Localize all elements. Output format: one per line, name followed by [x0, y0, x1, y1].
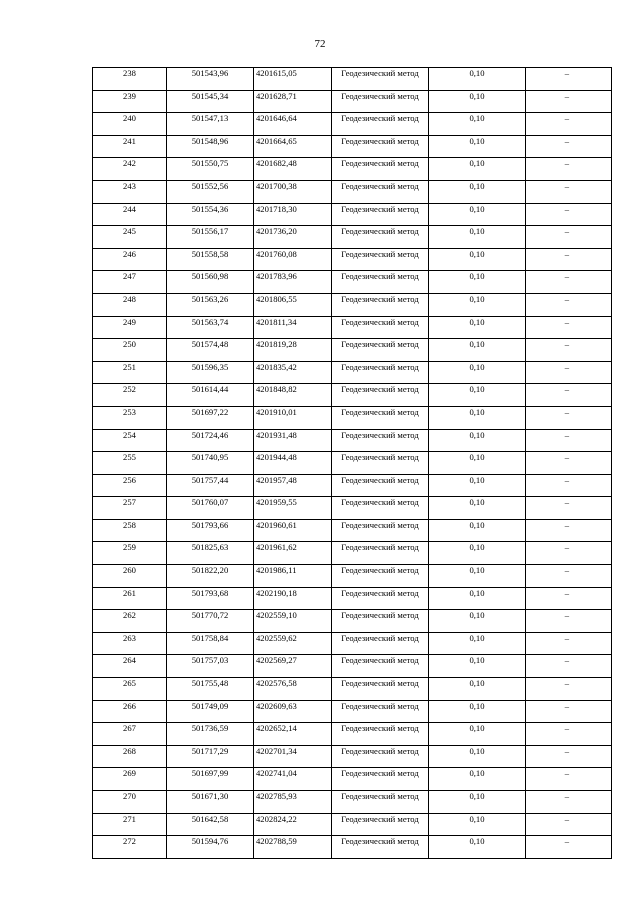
point-number-cell: 270: [93, 791, 167, 814]
y-coordinate-cell: 4202569,27: [254, 655, 332, 678]
point-number-cell: 243: [93, 180, 167, 203]
method-cell: Геодезический метод: [332, 158, 429, 181]
point-number-cell: 250: [93, 339, 167, 362]
accuracy-cell: 0,10: [429, 632, 526, 655]
description-cell: –: [526, 293, 612, 316]
table-row: [93, 180, 612, 203]
x-coordinate-cell: 501757,44: [167, 474, 254, 497]
x-coordinate-cell: 501793,66: [167, 519, 254, 542]
y-coordinate-cell: 4201700,38: [254, 180, 332, 203]
accuracy-cell: 0,10: [429, 700, 526, 723]
method-cell: Геодезический метод: [332, 135, 429, 158]
table-row: [93, 203, 612, 226]
table-row: [93, 339, 612, 362]
method-cell: Геодезический метод: [332, 68, 429, 91]
description-cell: –: [526, 226, 612, 249]
point-number-cell: 240: [93, 113, 167, 136]
method-cell: Геодезический метод: [332, 271, 429, 294]
x-coordinate-cell: 501547,13: [167, 113, 254, 136]
x-coordinate-cell: 501758,84: [167, 632, 254, 655]
y-coordinate-cell: 4202741,04: [254, 768, 332, 791]
table-row: [93, 248, 612, 271]
method-cell: Геодезический метод: [332, 384, 429, 407]
table-row: [93, 836, 612, 859]
point-number-cell: 264: [93, 655, 167, 678]
table-row: [93, 632, 612, 655]
accuracy-cell: 0,10: [429, 587, 526, 610]
y-coordinate-cell: 4201835,42: [254, 361, 332, 384]
x-coordinate-cell: 501552,56: [167, 180, 254, 203]
accuracy-cell: 0,10: [429, 474, 526, 497]
description-cell: –: [526, 248, 612, 271]
table-row: [93, 113, 612, 136]
point-number-cell: 265: [93, 678, 167, 701]
point-number-cell: 251: [93, 361, 167, 384]
accuracy-cell: 0,10: [429, 768, 526, 791]
table-row: [93, 158, 612, 181]
y-coordinate-cell: 4201819,28: [254, 339, 332, 362]
description-cell: –: [526, 565, 612, 588]
y-coordinate-cell: 4202559,62: [254, 632, 332, 655]
y-coordinate-cell: 4201957,48: [254, 474, 332, 497]
x-coordinate-cell: 501642,58: [167, 813, 254, 836]
table-row: [93, 429, 612, 452]
description-cell: –: [526, 723, 612, 746]
y-coordinate-cell: 4201961,62: [254, 542, 332, 565]
point-number-cell: 238: [93, 68, 167, 91]
table-row: [93, 452, 612, 475]
x-coordinate-cell: 501543,96: [167, 68, 254, 91]
x-coordinate-cell: 501548,96: [167, 135, 254, 158]
x-coordinate-cell: 501825,63: [167, 542, 254, 565]
table-row: [93, 135, 612, 158]
point-number-cell: 244: [93, 203, 167, 226]
point-number-cell: 258: [93, 519, 167, 542]
description-cell: –: [526, 519, 612, 542]
x-coordinate-cell: 501594,76: [167, 836, 254, 859]
description-cell: –: [526, 678, 612, 701]
description-cell: –: [526, 610, 612, 633]
method-cell: Геодезический метод: [332, 180, 429, 203]
point-number-cell: 254: [93, 429, 167, 452]
accuracy-cell: 0,10: [429, 452, 526, 475]
y-coordinate-cell: 4201806,55: [254, 293, 332, 316]
y-coordinate-cell: 4201960,61: [254, 519, 332, 542]
y-coordinate-cell: 4202788,59: [254, 836, 332, 859]
accuracy-cell: 0,10: [429, 384, 526, 407]
point-number-cell: 255: [93, 452, 167, 475]
point-number-cell: 241: [93, 135, 167, 158]
point-number-cell: 266: [93, 700, 167, 723]
table-row: [93, 226, 612, 249]
method-cell: Геодезический метод: [332, 203, 429, 226]
table-row: [93, 542, 612, 565]
x-coordinate-cell: 501736,59: [167, 723, 254, 746]
table-row: [93, 68, 612, 91]
method-cell: Геодезический метод: [332, 497, 429, 520]
description-cell: –: [526, 339, 612, 362]
point-number-cell: 259: [93, 542, 167, 565]
accuracy-cell: 0,10: [429, 135, 526, 158]
page-number: 72: [314, 38, 326, 50]
description-cell: –: [526, 113, 612, 136]
point-number-cell: 242: [93, 158, 167, 181]
y-coordinate-cell: 4201664,65: [254, 135, 332, 158]
table-row: [93, 384, 612, 407]
method-cell: Геодезический метод: [332, 429, 429, 452]
table-row: [93, 768, 612, 791]
x-coordinate-cell: 501755,48: [167, 678, 254, 701]
method-cell: Геодезический метод: [332, 519, 429, 542]
x-coordinate-cell: 501793,68: [167, 587, 254, 610]
method-cell: Геодезический метод: [332, 474, 429, 497]
description-cell: –: [526, 768, 612, 791]
table-row: [93, 723, 612, 746]
coordinates-table-body: [93, 68, 612, 859]
y-coordinate-cell: 4202576,58: [254, 678, 332, 701]
table-row: [93, 293, 612, 316]
x-coordinate-cell: 501757,03: [167, 655, 254, 678]
y-coordinate-cell: 4202190,18: [254, 587, 332, 610]
y-coordinate-cell: 4201736,20: [254, 226, 332, 249]
x-coordinate-cell: 501697,22: [167, 406, 254, 429]
y-coordinate-cell: 4201615,05: [254, 68, 332, 91]
method-cell: Геодезический метод: [332, 836, 429, 859]
y-coordinate-cell: 4202701,34: [254, 745, 332, 768]
y-coordinate-cell: 4201848,82: [254, 384, 332, 407]
accuracy-cell: 0,10: [429, 180, 526, 203]
accuracy-cell: 0,10: [429, 158, 526, 181]
accuracy-cell: 0,10: [429, 339, 526, 362]
method-cell: Геодезический метод: [332, 610, 429, 633]
description-cell: –: [526, 497, 612, 520]
description-cell: –: [526, 361, 612, 384]
accuracy-cell: 0,10: [429, 745, 526, 768]
y-coordinate-cell: 4201718,30: [254, 203, 332, 226]
table-row: [93, 271, 612, 294]
description-cell: –: [526, 632, 612, 655]
y-coordinate-cell: 4202785,93: [254, 791, 332, 814]
method-cell: Геодезический метод: [332, 113, 429, 136]
accuracy-cell: 0,10: [429, 836, 526, 859]
method-cell: Геодезический метод: [332, 248, 429, 271]
x-coordinate-cell: 501770,72: [167, 610, 254, 633]
accuracy-cell: 0,10: [429, 497, 526, 520]
method-cell: Геодезический метод: [332, 90, 429, 113]
method-cell: Геодезический метод: [332, 406, 429, 429]
y-coordinate-cell: 4202824,22: [254, 813, 332, 836]
accuracy-cell: 0,10: [429, 519, 526, 542]
x-coordinate-cell: 501563,26: [167, 293, 254, 316]
point-number-cell: 263: [93, 632, 167, 655]
table-row: [93, 361, 612, 384]
point-number-cell: 271: [93, 813, 167, 836]
point-number-cell: 268: [93, 745, 167, 768]
table-row: [93, 610, 612, 633]
point-number-cell: 261: [93, 587, 167, 610]
table-row: [93, 497, 612, 520]
y-coordinate-cell: 4201944,48: [254, 452, 332, 475]
y-coordinate-cell: 4202609,63: [254, 700, 332, 723]
x-coordinate-cell: 501724,46: [167, 429, 254, 452]
x-coordinate-cell: 501556,17: [167, 226, 254, 249]
point-number-cell: 262: [93, 610, 167, 633]
description-cell: –: [526, 813, 612, 836]
method-cell: Геодезический метод: [332, 745, 429, 768]
table-row: [93, 316, 612, 339]
x-coordinate-cell: 501563,74: [167, 316, 254, 339]
description-cell: –: [526, 384, 612, 407]
description-cell: –: [526, 700, 612, 723]
y-coordinate-cell: 4201760,08: [254, 248, 332, 271]
description-cell: –: [526, 791, 612, 814]
method-cell: Геодезический метод: [332, 361, 429, 384]
table-row: [93, 519, 612, 542]
method-cell: Геодезический метод: [332, 723, 429, 746]
method-cell: Геодезический метод: [332, 565, 429, 588]
description-cell: –: [526, 452, 612, 475]
accuracy-cell: 0,10: [429, 791, 526, 814]
accuracy-cell: 0,10: [429, 90, 526, 113]
table-row: [93, 587, 612, 610]
method-cell: Геодезический метод: [332, 813, 429, 836]
description-cell: –: [526, 655, 612, 678]
method-cell: Геодезический метод: [332, 791, 429, 814]
accuracy-cell: 0,10: [429, 203, 526, 226]
table-row: [93, 700, 612, 723]
table-row: [93, 474, 612, 497]
x-coordinate-cell: 501574,48: [167, 339, 254, 362]
description-cell: –: [526, 836, 612, 859]
x-coordinate-cell: 501550,75: [167, 158, 254, 181]
accuracy-cell: 0,10: [429, 565, 526, 588]
y-coordinate-cell: 4202559,10: [254, 610, 332, 633]
method-cell: Геодезический метод: [332, 678, 429, 701]
description-cell: –: [526, 158, 612, 181]
description-cell: –: [526, 406, 612, 429]
table-row: [93, 565, 612, 588]
description-cell: –: [526, 587, 612, 610]
accuracy-cell: 0,10: [429, 113, 526, 136]
y-coordinate-cell: 4201646,64: [254, 113, 332, 136]
point-number-cell: 247: [93, 271, 167, 294]
x-coordinate-cell: 501822,20: [167, 565, 254, 588]
x-coordinate-cell: 501671,30: [167, 791, 254, 814]
method-cell: Геодезический метод: [332, 655, 429, 678]
y-coordinate-cell: 4201910,01: [254, 406, 332, 429]
description-cell: –: [526, 316, 612, 339]
accuracy-cell: 0,10: [429, 610, 526, 633]
y-coordinate-cell: 4201986,11: [254, 565, 332, 588]
method-cell: Геодезический метод: [332, 768, 429, 791]
description-cell: –: [526, 90, 612, 113]
point-number-cell: 256: [93, 474, 167, 497]
accuracy-cell: 0,10: [429, 723, 526, 746]
point-number-cell: 257: [93, 497, 167, 520]
method-cell: Геодезический метод: [332, 542, 429, 565]
accuracy-cell: 0,10: [429, 68, 526, 91]
table-row: [93, 406, 612, 429]
table-row: [93, 655, 612, 678]
accuracy-cell: 0,10: [429, 316, 526, 339]
description-cell: –: [526, 180, 612, 203]
method-cell: Геодезический метод: [332, 587, 429, 610]
point-number-cell: 239: [93, 90, 167, 113]
description-cell: –: [526, 745, 612, 768]
point-number-cell: 267: [93, 723, 167, 746]
accuracy-cell: 0,10: [429, 406, 526, 429]
accuracy-cell: 0,10: [429, 542, 526, 565]
x-coordinate-cell: 501749,09: [167, 700, 254, 723]
method-cell: Геодезический метод: [332, 452, 429, 475]
accuracy-cell: 0,10: [429, 678, 526, 701]
table-row: [93, 678, 612, 701]
description-cell: –: [526, 68, 612, 91]
table-row: [93, 791, 612, 814]
description-cell: –: [526, 429, 612, 452]
x-coordinate-cell: 501760,07: [167, 497, 254, 520]
accuracy-cell: 0,10: [429, 655, 526, 678]
point-number-cell: 248: [93, 293, 167, 316]
point-number-cell: 245: [93, 226, 167, 249]
description-cell: –: [526, 542, 612, 565]
point-number-cell: 272: [93, 836, 167, 859]
table-row: [93, 813, 612, 836]
method-cell: Геодезический метод: [332, 339, 429, 362]
x-coordinate-cell: 501697,99: [167, 768, 254, 791]
point-number-cell: 252: [93, 384, 167, 407]
y-coordinate-cell: 4201811,34: [254, 316, 332, 339]
description-cell: –: [526, 203, 612, 226]
accuracy-cell: 0,10: [429, 271, 526, 294]
accuracy-cell: 0,10: [429, 226, 526, 249]
point-number-cell: 249: [93, 316, 167, 339]
x-coordinate-cell: 501554,36: [167, 203, 254, 226]
x-coordinate-cell: 501560,98: [167, 271, 254, 294]
method-cell: Геодезический метод: [332, 316, 429, 339]
method-cell: Геодезический метод: [332, 700, 429, 723]
point-number-cell: 253: [93, 406, 167, 429]
point-number-cell: 246: [93, 248, 167, 271]
x-coordinate-cell: 501740,95: [167, 452, 254, 475]
y-coordinate-cell: 4201959,55: [254, 497, 332, 520]
description-cell: –: [526, 271, 612, 294]
method-cell: Геодезический метод: [332, 293, 429, 316]
y-coordinate-cell: 4202652,14: [254, 723, 332, 746]
x-coordinate-cell: 501614,44: [167, 384, 254, 407]
point-number-cell: 260: [93, 565, 167, 588]
coordinates-table: [92, 67, 612, 859]
x-coordinate-cell: 501596,35: [167, 361, 254, 384]
accuracy-cell: 0,10: [429, 248, 526, 271]
description-cell: –: [526, 474, 612, 497]
method-cell: Геодезический метод: [332, 226, 429, 249]
y-coordinate-cell: 4201628,71: [254, 90, 332, 113]
y-coordinate-cell: 4201783,96: [254, 271, 332, 294]
method-cell: Геодезический метод: [332, 632, 429, 655]
description-cell: –: [526, 135, 612, 158]
table-row: [93, 745, 612, 768]
y-coordinate-cell: 4201931,48: [254, 429, 332, 452]
accuracy-cell: 0,10: [429, 429, 526, 452]
x-coordinate-cell: 501717,29: [167, 745, 254, 768]
accuracy-cell: 0,10: [429, 293, 526, 316]
accuracy-cell: 0,10: [429, 813, 526, 836]
x-coordinate-cell: 501545,34: [167, 90, 254, 113]
y-coordinate-cell: 4201682,48: [254, 158, 332, 181]
accuracy-cell: 0,10: [429, 361, 526, 384]
point-number-cell: 269: [93, 768, 167, 791]
table-row: [93, 90, 612, 113]
x-coordinate-cell: 501558,58: [167, 248, 254, 271]
